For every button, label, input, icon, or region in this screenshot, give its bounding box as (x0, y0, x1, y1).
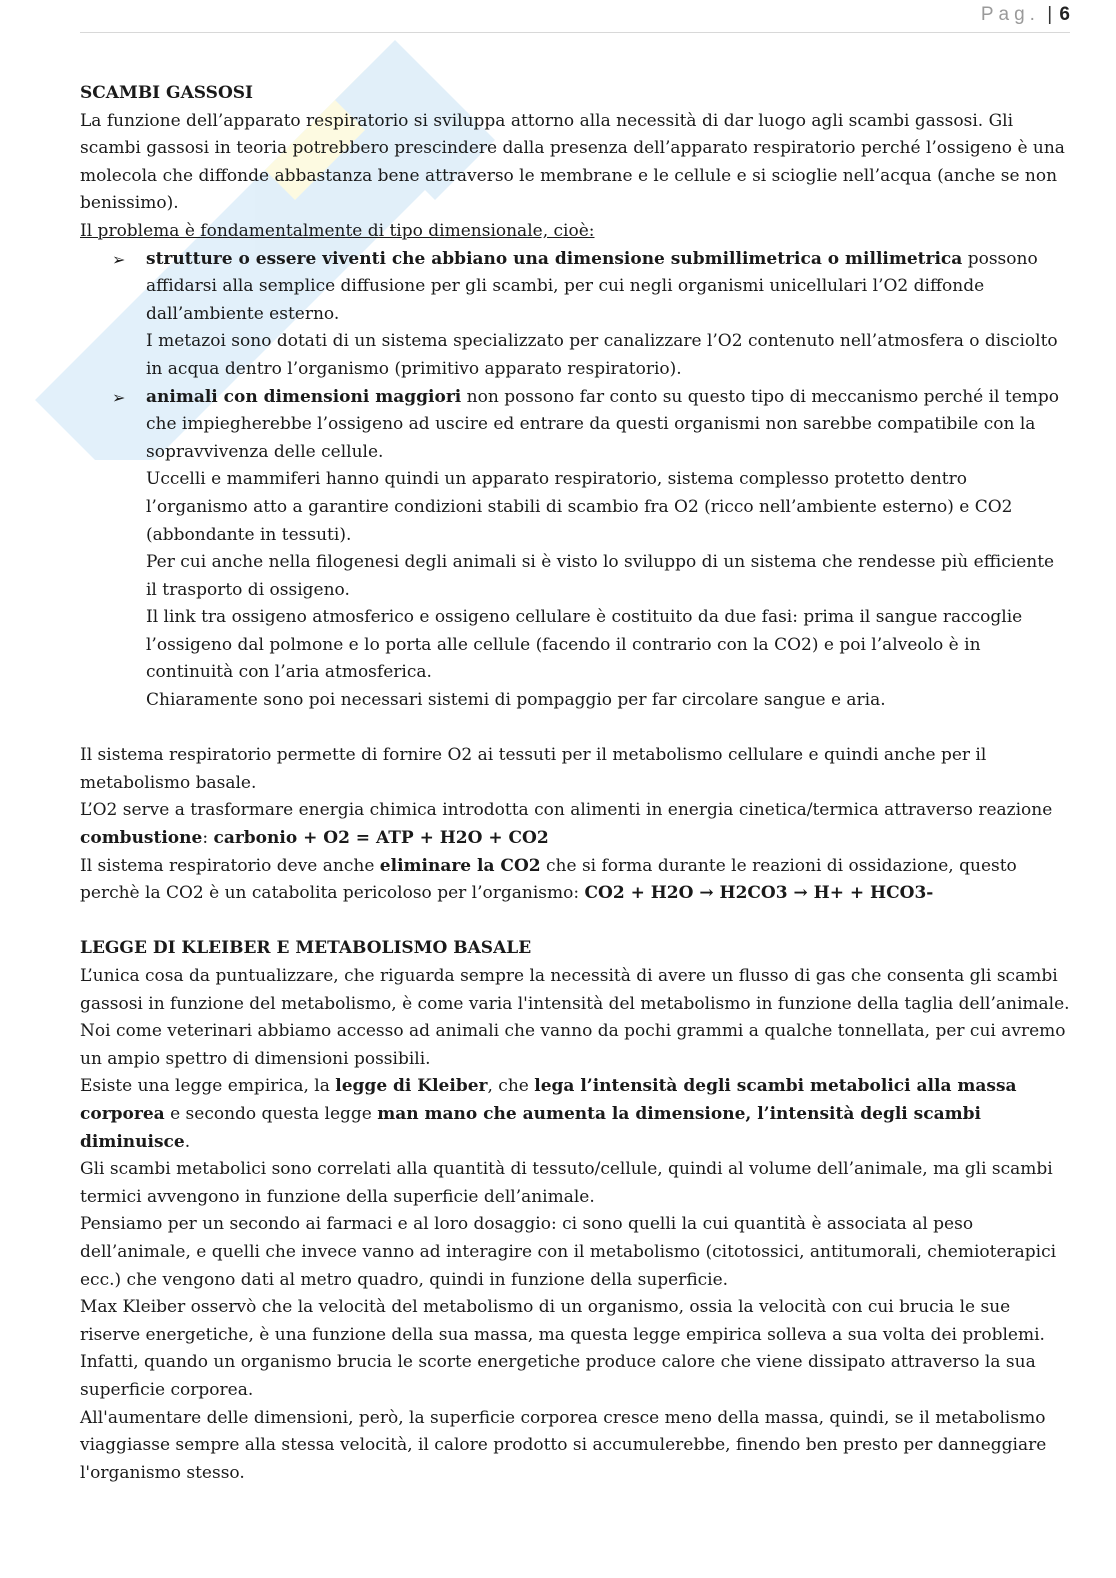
k2-b: legge di Kleiber (335, 1076, 488, 1097)
co2-bold: eliminare la CO2 (379, 855, 541, 876)
section-title-kleiber: LEGGE DI KLEIBER E METABOLISMO BASALE (80, 938, 532, 959)
combustion-label: combustione (80, 828, 203, 849)
page-header (80, 4, 1070, 33)
arrow-bullet-icon: ➢ (112, 387, 126, 407)
combustion-formula: carbonio + O2 = ATP + H2O + CO2 (213, 828, 549, 849)
combustion-separator: : (202, 828, 214, 849)
bullet-bold-text: animali con dimensioni maggiori (146, 386, 462, 407)
bullet-item (112, 384, 1070, 715)
page-number: 6 (1059, 4, 1070, 25)
paragraph-energy (80, 797, 1070, 852)
k2-d: lega l’intensità degli scambi metabolici alla massa corporea (80, 1076, 1017, 1124)
bullet-item (112, 246, 1070, 384)
paragraph-kleiber-1: L’unica cosa da puntualizzare, che riguarda sempre la necessità di avere un flusso di gas che consenta gli scambi gassosi in funzione del metabolismo, è come varia l'intensità del metabolismo in funzione della taglia dell’animale. Noi come veterinari abbiamo accesso ad animali che vanno da pochi grammi a qualche tonnellata, per cui avremo un ampio spettro di dimensioni possibili. (80, 966, 1070, 1069)
spacer (80, 715, 1070, 743)
page-label: Pag. (980, 4, 1040, 25)
co2-formula: CO2 + H2O → H2CO3 → H+ + HCO3- (584, 883, 934, 904)
paragraph-co2 (80, 853, 1070, 908)
paragraph-kleiber-5: Max Kleiber osservò che la velocità del metabolismo di un organismo, ossia la velocità con cui brucia le sue riserve energetiche, è una funzione della sua massa, ma questa legge empirica solleva a sua volta dei problemi. (80, 1297, 1045, 1345)
k2-c: , che (487, 1076, 535, 1097)
paragraph-o2: Il sistema respiratorio permette di fornire O2 ai tessuti per il metabolismo cellulare e quindi anche per il metabolismo basale. (80, 745, 987, 793)
bullet-list (80, 246, 1070, 715)
bullet-bold-text: strutture o essere viventi che abbiano una dimensione submillimetrica o millimetrica (146, 248, 963, 269)
paragraph-kleiber-2 (80, 1073, 1070, 1156)
bullet-extra-paragraph: I metazoi sono dotati di un sistema specializzato per canalizzare l’O2 contenuto nell’atmosfera o disciolto in acqua dentro l’organismo (primitivo apparato respiratorio). (146, 331, 1058, 379)
section-title-scambi-gassosi: SCAMBI GASSOSI (80, 83, 253, 103)
bullet-text: non possono far conto su questo tipo di meccanismo perché il tempo che impiegherebbe l’ossigeno ad uscire ed entrare da questi organismi non sarebbe compatibile con la sopravvivenza delle cellule. (146, 386, 1060, 462)
paragraph-problem: Il problema è fondamentalmente di tipo dimensionale, cioè: (80, 220, 595, 241)
arrow-bullet-icon: ➢ (112, 249, 126, 269)
paragraph-intro: La funzione dell’apparato respiratorio si sviluppa attorno alla necessità di dar luogo agli scambi gassosi. Gli scambi gassosi in teoria potrebbero prescindere dalla presenza dell’apparato respiratorio perché l’ossigeno è una molecola che diffonde abbastanza bene attraverso le membrane e le cellule e si scioglie nell’acqua (anche se non benissimo). (80, 110, 1065, 214)
paragraph-kleiber-7: All'aumentare delle dimensioni, però, la superficie corporea cresce meno della massa, quindi, se il metabolismo viaggiasse sempre alla stessa velocità, il calore prodotto si accumulerebbe, finendo ben presto per danneggiare l'organismo stesso. (80, 1407, 1047, 1483)
k2-e: e secondo questa legge (164, 1103, 378, 1124)
k2-a: Esiste una legge empirica, la (80, 1076, 336, 1097)
page-separator: | (1047, 4, 1053, 25)
bullet-extra-paragraph: Chiaramente sono poi necessari sistemi di pompaggio per far circolare sangue e aria. (146, 690, 886, 711)
bullet-extra-paragraph: Uccelli e mammiferi hanno quindi un apparato respiratorio, sistema complesso protetto dentro l’organismo atto a garantire condizioni stabili di scambio fra O2 (ricco nell’ambiente esterno) e CO2 (abbondante in tessuti). (146, 469, 1013, 545)
co2-text-post: che si forma durante le reazioni di ossidazione, questo perchè la CO2 è un catabolita pericoloso per l’organismo: (80, 855, 1017, 904)
bullet-text: possono affidarsi alla semplice diffusione per gli scambi, per cui negli organismi unicellulari l’O2 diffonde dall’ambiente esterno. (146, 248, 1038, 324)
paragraph-kleiber-3: Gli scambi metabolici sono correlati alla quantità di tessuto/cellule, quindi al volume dell’animale, ma gli scambi termici avvengono in funzione della superficie dell’animale. (80, 1159, 1053, 1207)
k2-f: man mano che aumenta la dimensione, l’intensità degli scambi diminuisce (80, 1103, 981, 1152)
k2-g: . (184, 1131, 191, 1152)
spacer (80, 908, 1070, 936)
paragraph-kleiber-6: Infatti, quando un organismo brucia le scorte energetiche produce calore che viene dissipato attraverso la sua superficie corporea. (80, 1352, 1036, 1400)
energy-text: L’O2 serve a trasformare energia chimica introdotta con alimenti in energia cinetica/termica attraverso reazione (80, 800, 1053, 821)
paragraph-kleiber-4: Pensiamo per un secondo ai farmaci e al loro dosaggio: ci sono quelli la cui quantità è associata al peso dell’animale, e quelli che invece vanno ad interagire con il metabolismo (citotossici, antitumorali, chemioterapici ecc.) che vengono dati al metro quadro, quindi in funzione della superficie. (80, 1214, 1057, 1290)
document-body (80, 80, 1070, 1487)
co2-text-pre: Il sistema respiratorio deve anche (80, 855, 380, 876)
bullet-extra-paragraph: Il link tra ossigeno atmosferico e ossigeno cellulare è costituito da due fasi: prima il sangue raccoglie l’ossigeno dal polmone e lo porta alle cellule (facendo il contrario con la CO2) e poi l’alveolo è in continuità con l’aria atmosferica. (146, 607, 1023, 683)
bullet-extra-paragraph: Per cui anche nella filogenesi degli animali si è visto lo sviluppo di un sistema che rendesse più efficiente il trasporto di ossigeno. (146, 552, 1055, 600)
